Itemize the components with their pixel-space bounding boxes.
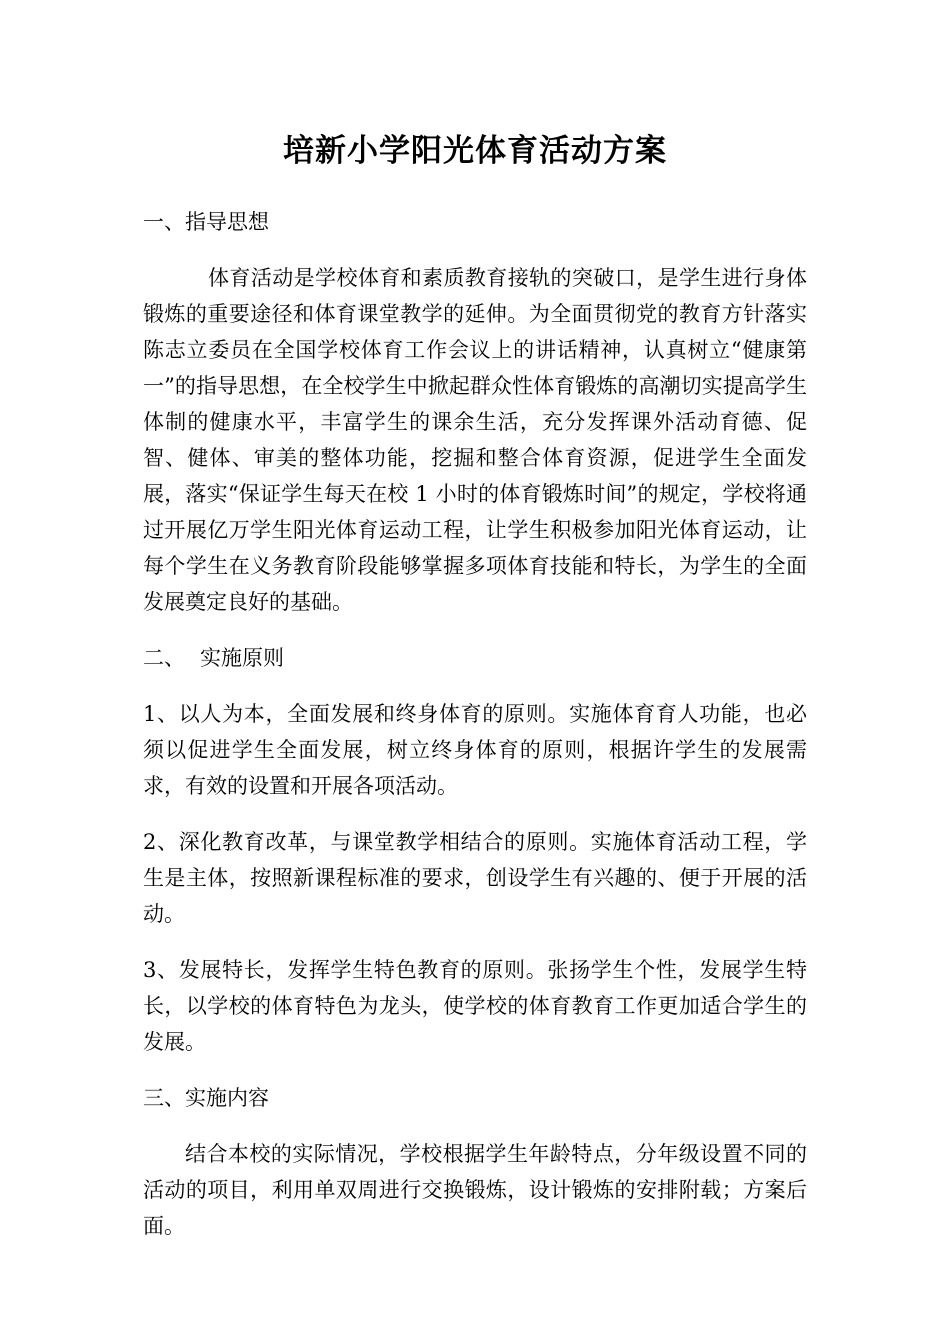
document-title: 培新小学阳光体育活动方案 [283,133,667,169]
paragraph-principle-2: 2、深化教育改革，与课堂教学相结合的原则。实施体育活动工程，学生是主体，按照新课程标准的要求，创设学生有兴趣的、便于开展的活动。 [143,830,807,926]
paragraph-principle-3: 3、发展特长，发挥学生特色教育的原则。张扬学生个性，发展学生特长，以学校的体育特色为龙头，使学校的体育教育工作更加适合学生的发展。 [143,958,807,1054]
section-heading-principles [143,640,807,676]
section-heading-guiding-thought: 一、指导思想 [143,210,269,234]
section-heading-text: 实施原则 [200,646,284,670]
section-heading-number: 二、 [143,646,185,670]
document-body [143,204,807,1264]
section-heading-content: 三、实施内容 [143,1086,269,1110]
paragraph-principle-1: 1、以人为本，全面发展和终身体育的原则。实施体育育人功能，也必须以促进学生全面发展，树立终身体育的原则，根据许学生的发展需求，有效的设置和开展各项活动。 [143,702,807,798]
paragraph-guiding-thought: 体育活动是学校体育和素质教育接轨的突破口，是学生进行身体锻炼的重要途径和体育课堂教学的延伸。为全面贯彻党的教育方针落实陈志立委员在全国学校体育工作会议上的讲话精神，认真树立“健康第一”的指导思想，在全校学生中掀起群众性体育锻炼的高潮切实提高学生体制的健康水平，丰富学生的课余生活，充分发挥课外活动育德、促智、健体、审美的整体功能，挖掘和整合体育资源，促进学生全面发展，落实“保证学生每天在校 1 小时的体育锻炼时间”的规定，学校将通过开展亿万学生阳光体育运动工程，让学生积极参加阳光体育运动，让每个学生在义务教育阶段能够掌握多项体育技能和特长，为学生的全面发展奠定良好的基础。 [143,266,807,614]
paragraph-content: 结合本校的实际情况，学校根据学生年龄特点，分年级设置不同的活动的项目，利用单双周进行交换锻炼，设计锻炼的安排附载；方案后面。 [143,1142,807,1238]
